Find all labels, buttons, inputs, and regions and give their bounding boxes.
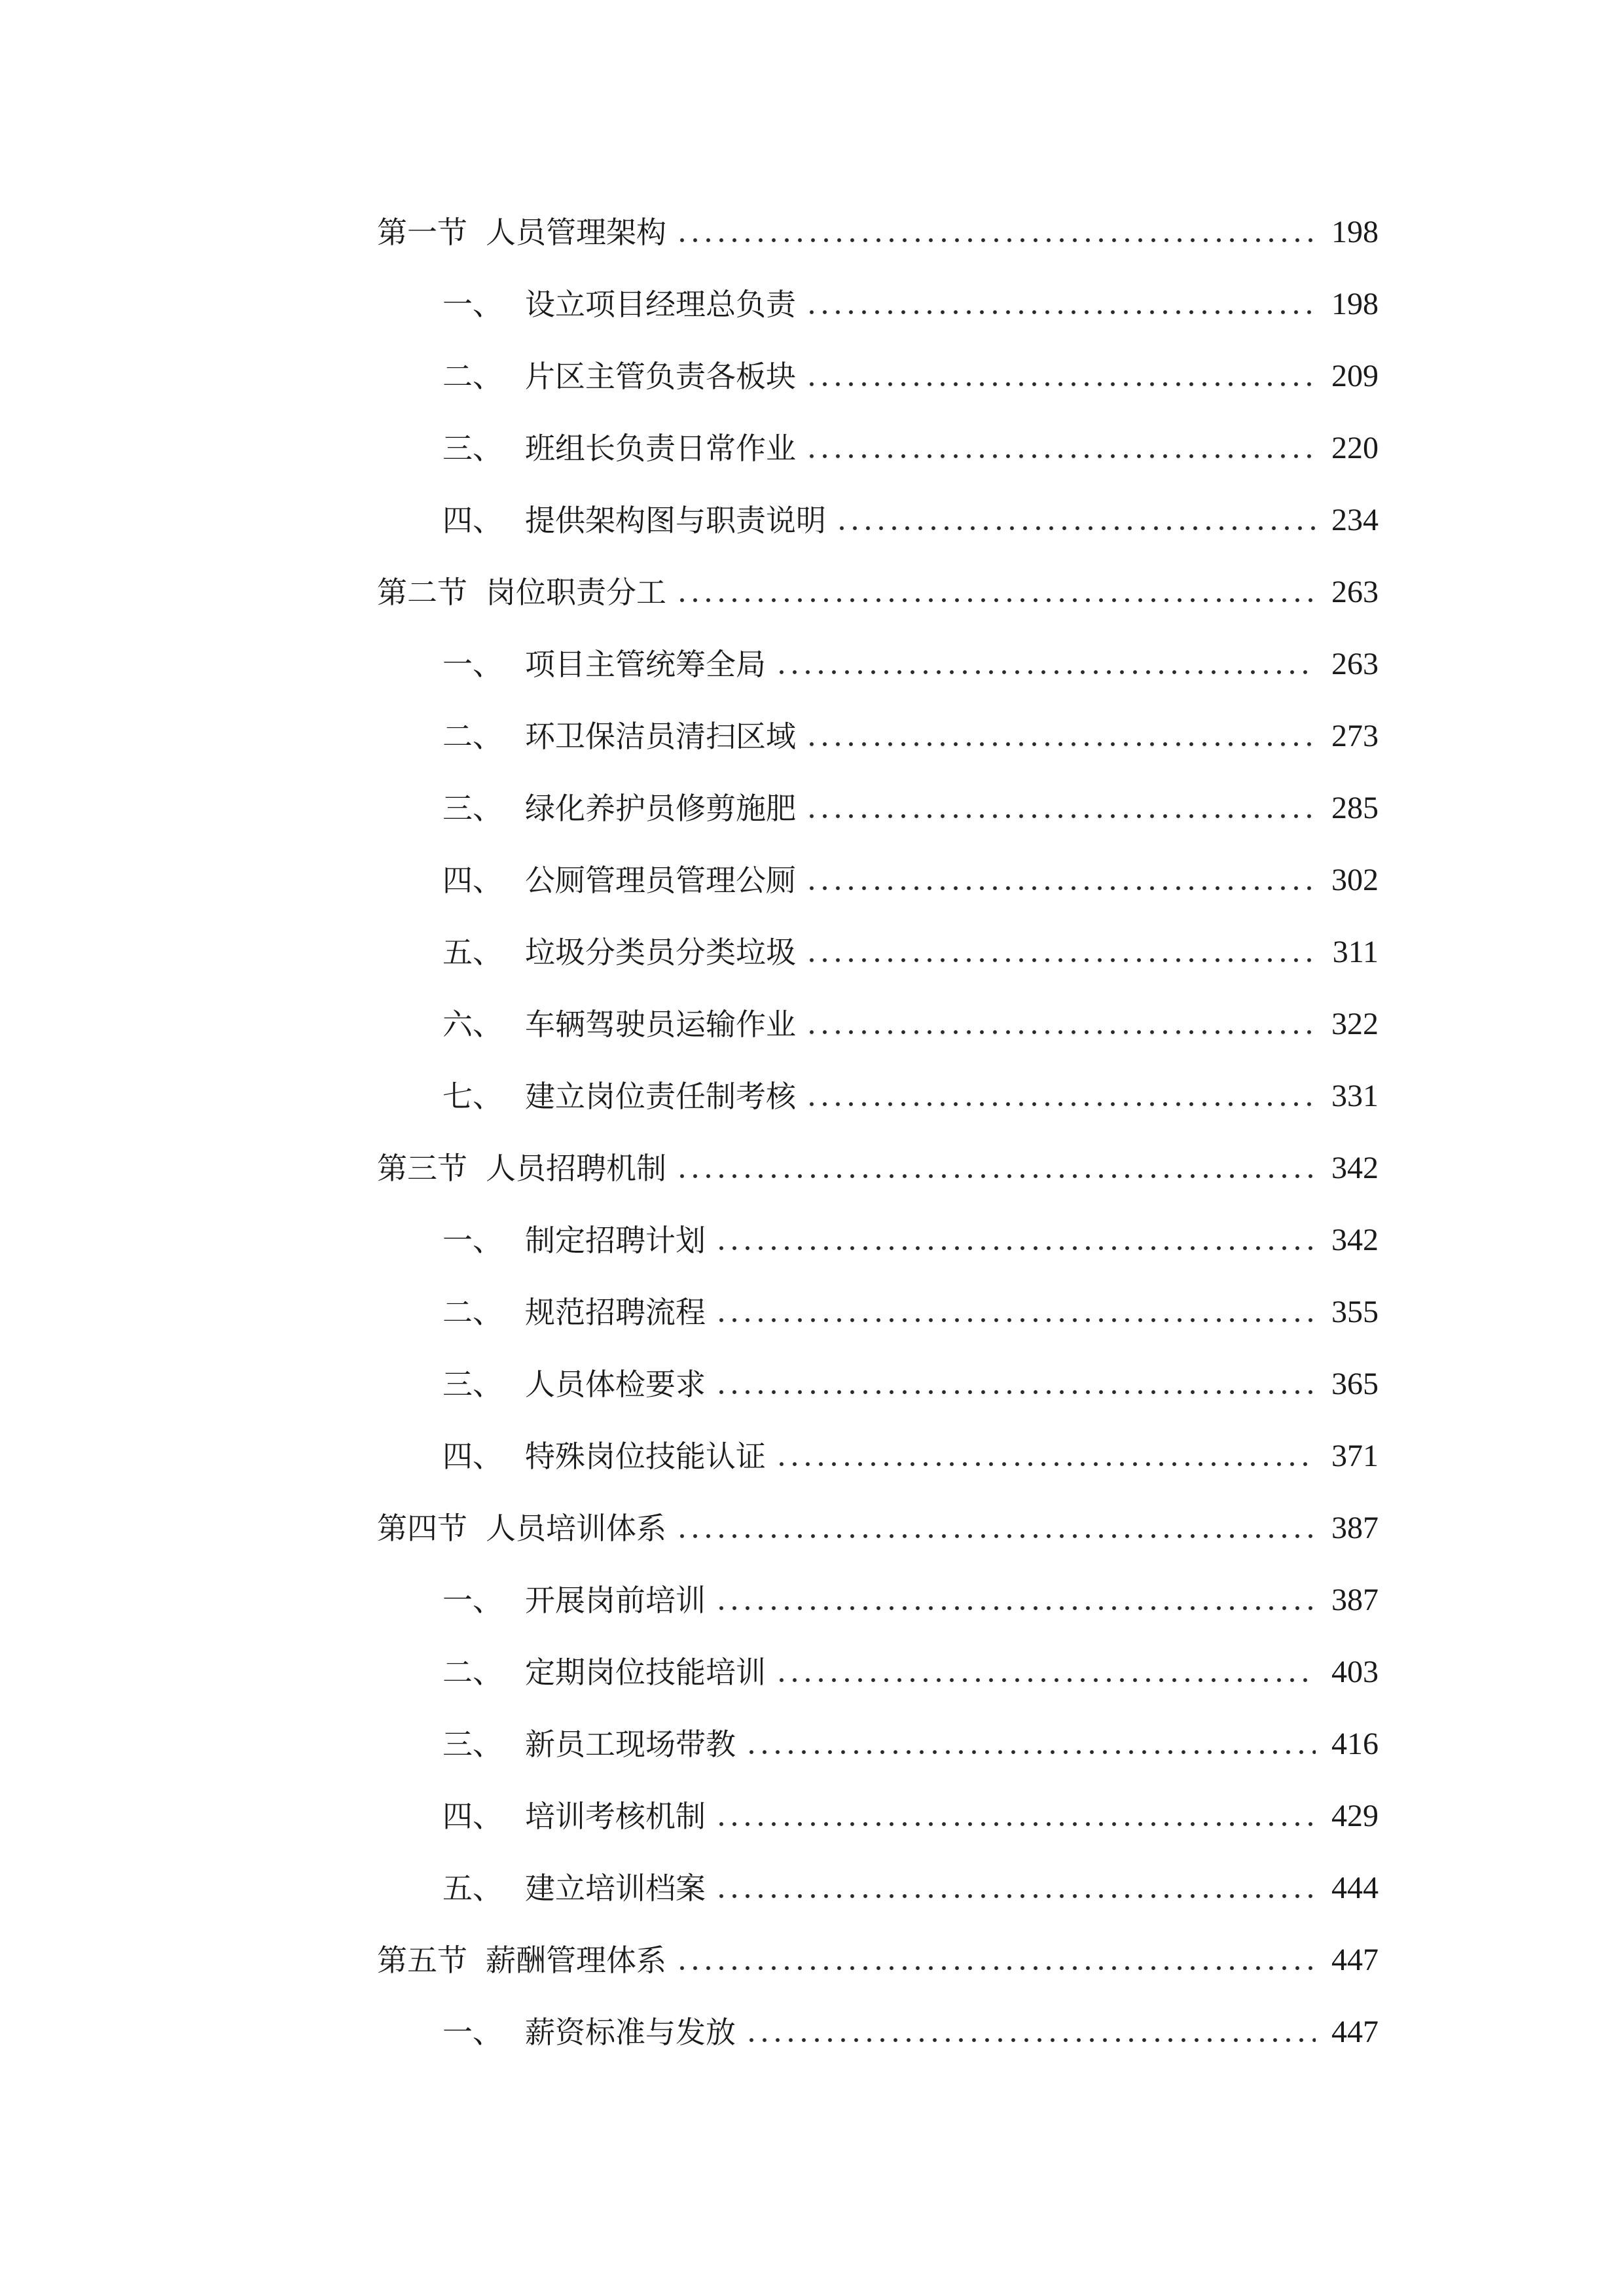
toc-entry-number: 第二节 — [377, 575, 467, 610]
toc-entry-page-number: 273 — [1331, 719, 1379, 753]
toc-entry-page-number: 209 — [1331, 359, 1379, 393]
toc-entry-subsection[interactable] — [377, 1348, 1379, 1420]
toc-entry-page-number: 429 — [1331, 1799, 1379, 1833]
toc-entry-title: 设立项目经理总负责 — [525, 287, 796, 322]
toc-entry-subsection[interactable] — [377, 484, 1379, 556]
toc-entry-number: 第四节 — [377, 1511, 467, 1546]
dot-leader — [805, 289, 1316, 319]
toc-entry-title: 建立培训档案 — [525, 1871, 706, 1906]
toc-entry-page-number: 285 — [1331, 791, 1379, 825]
toc-entry-number: 第一节 — [377, 215, 467, 250]
toc-entry-subsection[interactable] — [377, 1204, 1379, 1276]
toc-entry-title: 开展岗前培训 — [525, 1583, 706, 1618]
toc-entry-title: 制定招聘计划 — [525, 1223, 706, 1258]
dot-leader — [775, 1441, 1316, 1471]
toc-entry-page-number: 447 — [1331, 2015, 1379, 2049]
toc-entry-subsection[interactable] — [377, 916, 1379, 988]
toc-entry-number: 一、 — [442, 1583, 503, 1618]
toc-entry-subsection[interactable] — [377, 1636, 1379, 1708]
dot-leader — [775, 1657, 1316, 1687]
dot-leader — [676, 577, 1316, 607]
toc-entry-number: 四、 — [442, 1799, 503, 1834]
toc-entry-page-number: 220 — [1331, 431, 1379, 465]
toc-entry-subsection[interactable] — [377, 1852, 1379, 1924]
toc-entry-number: 第五节 — [377, 1943, 467, 1978]
dot-leader — [805, 1081, 1316, 1111]
toc-entry-subsection[interactable] — [377, 1420, 1379, 1492]
toc-entry-title: 定期岗位技能培训 — [525, 1655, 766, 1690]
toc-entry-subsection[interactable] — [377, 700, 1379, 772]
toc-entry-title: 公厕管理员管理公厕 — [525, 863, 796, 898]
toc-entry-page-number: 322 — [1331, 1007, 1379, 1041]
toc-entry-title: 车辆驾驶员运输作业 — [525, 1007, 796, 1042]
toc-entry-title: 新员工现场带教 — [525, 1727, 736, 1762]
toc-entry-page-number: 311 — [1332, 935, 1379, 969]
toc-entry-title: 人员招聘机制 — [486, 1151, 666, 1186]
toc-entry-number: 一、 — [442, 1223, 503, 1258]
toc-entry-number: 五、 — [442, 935, 503, 970]
toc-entry-title: 绿化养护员修剪施肥 — [525, 791, 796, 826]
toc-entry-page-number: 371 — [1331, 1439, 1379, 1473]
toc-entry-number: 四、 — [442, 1439, 503, 1474]
toc-entry-number: 二、 — [442, 359, 503, 394]
toc-entry-number: 二、 — [442, 1655, 503, 1690]
toc-entry-subsection[interactable] — [377, 1996, 1379, 2068]
toc-entry-number: 三、 — [442, 431, 503, 466]
toc-entry-section[interactable] — [377, 1924, 1379, 1996]
toc-entry-title: 提供架构图与职责说明 — [525, 503, 826, 538]
toc-entry-subsection[interactable] — [377, 1564, 1379, 1636]
toc-entry-page-number: 263 — [1331, 575, 1379, 609]
toc-entry-subsection[interactable] — [377, 412, 1379, 484]
toc-entry-subsection[interactable] — [377, 1708, 1379, 1780]
toc-entry-title: 项目主管统筹全局 — [525, 647, 766, 682]
toc-entry-number: 四、 — [442, 863, 503, 898]
toc-entry-subsection[interactable] — [377, 1276, 1379, 1348]
dot-leader — [805, 721, 1316, 751]
toc-entry-title: 建立岗位责任制考核 — [525, 1079, 796, 1114]
table-of-contents — [377, 196, 1379, 2068]
toc-entry-subsection[interactable] — [377, 844, 1379, 916]
toc-entry-page-number: 447 — [1331, 1943, 1379, 1977]
dot-leader — [715, 1297, 1316, 1327]
dot-leader — [805, 793, 1316, 823]
toc-entry-page-number: 198 — [1331, 287, 1379, 321]
dot-leader — [715, 1873, 1316, 1903]
toc-entry-title: 薪资标准与发放 — [525, 2015, 736, 2050]
toc-entry-title: 人员培训体系 — [486, 1511, 666, 1546]
toc-entry-section[interactable] — [377, 1132, 1379, 1204]
toc-entry-page-number: 302 — [1331, 863, 1379, 897]
toc-entry-page-number: 444 — [1331, 1871, 1379, 1905]
toc-entry-section[interactable] — [377, 556, 1379, 628]
toc-entry-number: 四、 — [442, 503, 503, 538]
toc-entry-subsection[interactable] — [377, 628, 1379, 700]
toc-entry-subsection[interactable] — [377, 340, 1379, 412]
toc-entry-subsection[interactable] — [377, 772, 1379, 844]
toc-entry-title: 特殊岗位技能认证 — [525, 1439, 766, 1474]
toc-entry-number: 一、 — [442, 2015, 503, 2050]
toc-entry-number: 一、 — [442, 647, 503, 682]
dot-leader — [835, 505, 1316, 535]
toc-entry-subsection[interactable] — [377, 1780, 1379, 1852]
toc-entry-page-number: 387 — [1331, 1511, 1379, 1545]
dot-leader — [715, 1225, 1316, 1255]
toc-entry-title: 片区主管负责各板块 — [525, 359, 796, 394]
toc-entry-subsection[interactable] — [377, 988, 1379, 1060]
toc-entry-number: 三、 — [442, 791, 503, 826]
toc-entry-number: 二、 — [442, 1295, 503, 1330]
toc-entry-title: 班组长负责日常作业 — [525, 431, 796, 466]
toc-entry-page-number: 365 — [1331, 1367, 1379, 1401]
toc-entry-number: 六、 — [442, 1007, 503, 1042]
toc-entry-title: 垃圾分类员分类垃圾 — [525, 935, 796, 970]
toc-entry-number: 第三节 — [377, 1151, 467, 1186]
dot-leader — [715, 1801, 1316, 1831]
toc-entry-number: 一、 — [442, 287, 503, 322]
dot-leader — [805, 865, 1316, 895]
dot-leader — [775, 649, 1316, 679]
dot-leader — [745, 2017, 1316, 2047]
toc-entry-section[interactable] — [377, 1492, 1379, 1564]
toc-entry-subsection[interactable] — [377, 268, 1379, 340]
toc-entry-page-number: 387 — [1331, 1583, 1379, 1617]
dot-leader — [805, 433, 1316, 463]
toc-entry-page-number: 198 — [1331, 215, 1379, 249]
dot-leader — [805, 937, 1316, 967]
dot-leader — [805, 1009, 1316, 1039]
toc-entry-number: 七、 — [442, 1079, 503, 1114]
toc-entry-page-number: 342 — [1331, 1223, 1379, 1257]
dot-leader — [715, 1369, 1316, 1399]
toc-entry-page-number: 355 — [1331, 1295, 1379, 1329]
dot-leader — [715, 1585, 1316, 1615]
dot-leader — [676, 217, 1316, 247]
toc-entry-page-number: 342 — [1331, 1151, 1379, 1185]
dot-leader — [676, 1945, 1316, 1975]
toc-entry-page-number: 234 — [1331, 503, 1379, 537]
toc-entry-page-number: 331 — [1331, 1079, 1379, 1113]
dot-leader — [805, 361, 1316, 391]
toc-entry-title: 岗位职责分工 — [486, 575, 666, 610]
toc-entry-title: 人员体检要求 — [525, 1367, 706, 1402]
toc-entry-page-number: 263 — [1331, 647, 1379, 681]
toc-entry-page-number: 403 — [1331, 1655, 1379, 1689]
toc-entry-number: 三、 — [442, 1727, 503, 1762]
toc-entry-title: 薪酬管理体系 — [486, 1943, 666, 1978]
toc-entry-number: 二、 — [442, 719, 503, 754]
toc-entry-title: 环卫保洁员清扫区域 — [525, 719, 796, 754]
dot-leader — [676, 1513, 1316, 1543]
toc-entry-number: 三、 — [442, 1367, 503, 1402]
toc-entry-section[interactable] — [377, 196, 1379, 268]
toc-entry-title: 培训考核机制 — [525, 1799, 706, 1834]
toc-entry-number: 五、 — [442, 1871, 503, 1906]
dot-leader — [676, 1153, 1316, 1183]
toc-entry-page-number: 416 — [1331, 1727, 1379, 1761]
toc-entry-subsection[interactable] — [377, 1060, 1379, 1132]
toc-entry-title: 人员管理架构 — [486, 215, 666, 250]
dot-leader — [745, 1729, 1316, 1759]
toc-entry-title: 规范招聘流程 — [525, 1295, 706, 1330]
